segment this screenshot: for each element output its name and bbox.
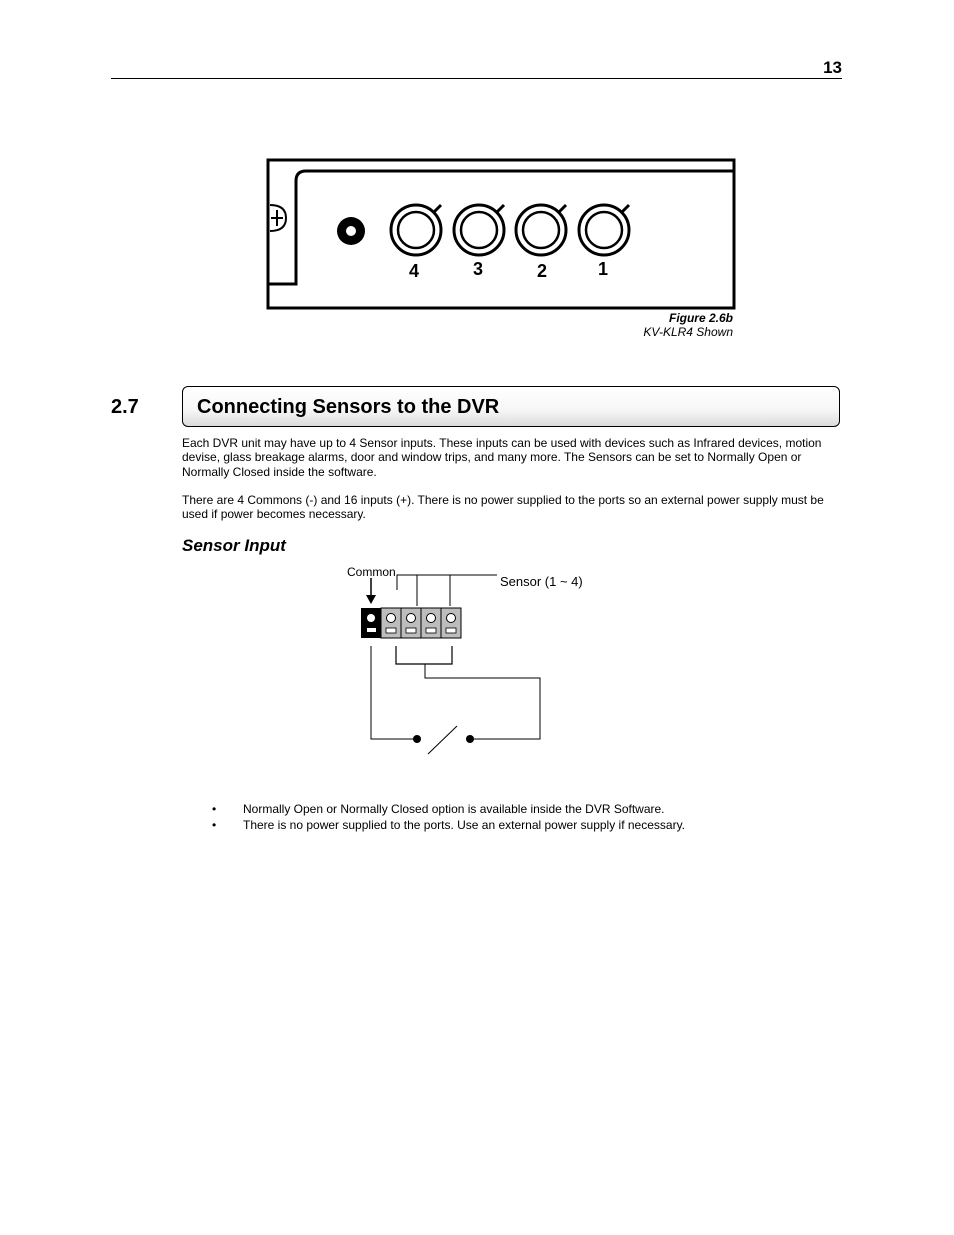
sensor-bracket-bottom [396,646,452,664]
common-wire [371,646,416,739]
bnc-connector-2 [516,205,566,255]
list-item [212,817,852,833]
section-title: Connecting Sensors to the DVR [197,396,500,418]
sensor-bracket-top-outer [397,575,417,590]
list-item [212,801,852,817]
power-jack-icon [337,217,365,245]
bnc-connector-4 [391,205,441,255]
section-heading-box [182,386,840,427]
connector-label-2: 2 [536,261,548,281]
section-number: 2.7 [111,396,139,418]
page-number: 13 [823,58,842,77]
sensor-wire [425,664,540,739]
figure-number: Figure 2.6b [668,311,733,325]
connector-label-1: 1 [597,259,609,279]
body-paragraph-1: Each DVR unit may have up to 4 Sensor inputs. These inputs can be used with devices such as Infrared devices, motion devise, glass breakage alarms, door and window trips, and many more. The Sensors can be set to Normally Open or Normally Closed inside the software. [182,436,822,479]
switch-icon [413,726,474,754]
sensor-wiring-diagram [340,560,610,760]
dvr-rear-panel-figure [266,158,738,312]
figure-caption-text: KV-KLR4 Shown [643,325,733,339]
terminal-block [361,608,461,638]
bnc-connector-1 [579,205,629,255]
header-rule [111,78,842,79]
note-text: Normally Open or Normally Closed option is available inside the DVR Software. [243,802,665,816]
bullet-icon: • [212,818,217,832]
note-text: There is no power supplied to the ports. Use an external power supply if necessary. [243,818,686,832]
sensor-range-label: Sensor (1 ~ 4) [500,574,583,589]
body-paragraph-2: There are 4 Commons (-) and 16 inputs (+). There is no power supplied to the ports so an external power supply must be used if power becomes necessary. [182,493,824,522]
sensor-input-heading: Sensor Input [182,536,286,555]
bnc-connector-3 [454,205,504,255]
connector-label-3: 3 [472,259,484,279]
bullet-icon: • [212,802,217,816]
common-label: Common [347,565,396,579]
figure-caption [560,311,733,339]
sensor-bracket-top [417,575,450,606]
common-arrow-icon [366,578,376,604]
notes-list [212,801,852,833]
connector-label-4: 4 [408,261,420,281]
